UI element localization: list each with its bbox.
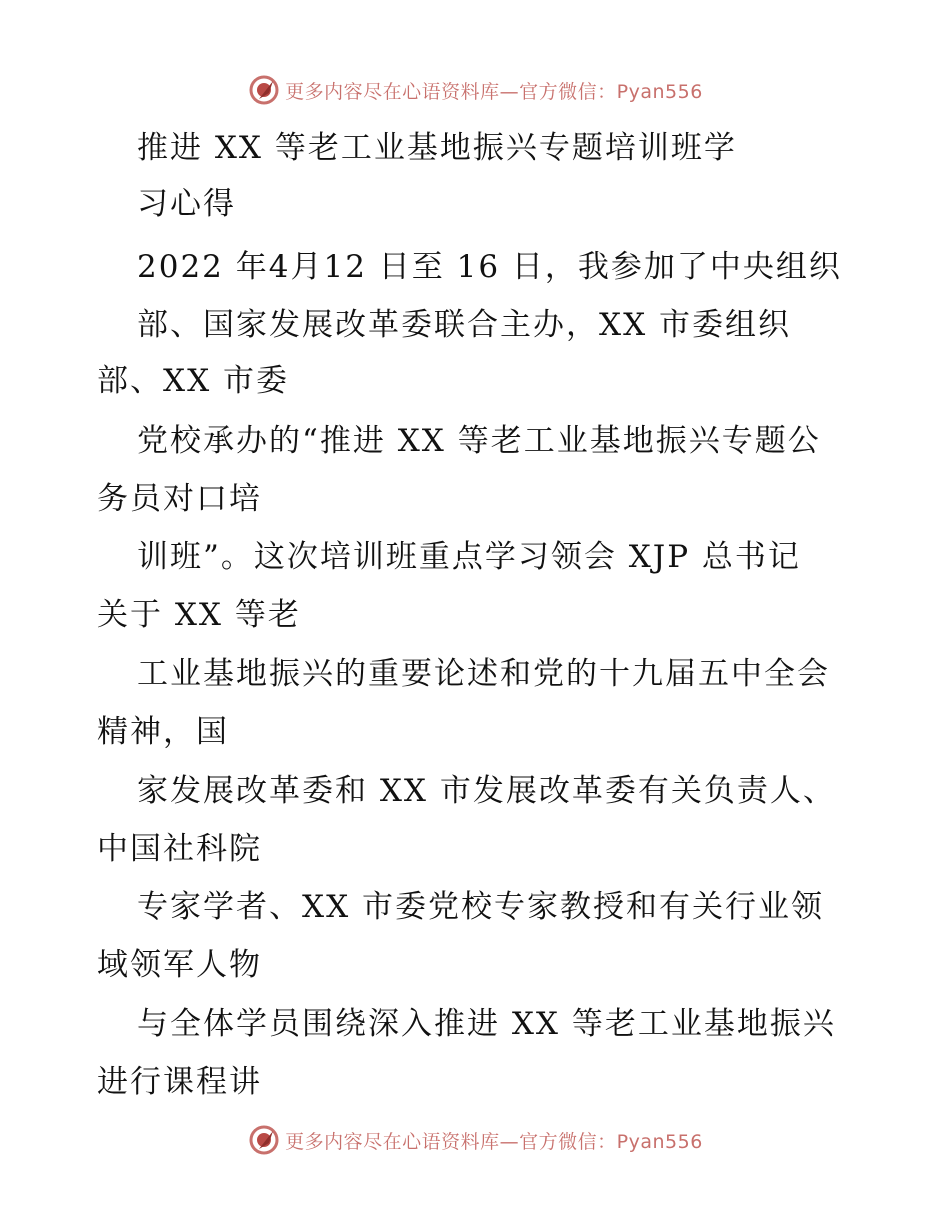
text-line: 进行课程讲 [97, 1064, 262, 1100]
text-line: 2022 年4月12 日至 16 日，我参加了中央组织 [137, 249, 842, 285]
text-line: 域领军人物 [97, 947, 262, 983]
footer-watermark-banner [0, 1120, 950, 1160]
text-line: 习心得 [137, 186, 236, 222]
banner-text: 更多内容尽在心语资料库—官方微信：Pyan556 [285, 1130, 703, 1153]
text-line: 家发展改革委和 XX 市发展改革委有关负责人、 [137, 773, 836, 809]
text-line: 与全体学员围绕深入推进 XX 等老工业基地振兴 [137, 1006, 836, 1042]
text-line: 部、国家发展改革委联合主办，XX 市委组织 [137, 307, 791, 343]
quill-logo-icon [247, 1123, 281, 1157]
text-line: 党校承办的“推进 XX 等老工业基地振兴专题公 [137, 423, 821, 459]
text-line: 中国社科院 [97, 831, 262, 867]
banner-text: 更多内容尽在心语资料库—官方微信：Pyan556 [285, 80, 703, 103]
text-line: 训班”。这次培训班重点学习领会 XJP 总书记 [137, 539, 801, 575]
header-watermark-banner [0, 70, 950, 110]
quill-logo-icon [247, 73, 281, 107]
text-line: 务员对口培 [97, 481, 262, 517]
text-line: 工业基地振兴的重要论述和党的十九届五中全会 [137, 656, 830, 692]
text-line: 部、XX 市委 [97, 363, 289, 399]
text-line: 专家学者、XX 市委党校专家教授和有关行业领 [137, 889, 824, 925]
text-line: 精神，国 [97, 714, 229, 750]
text-line: 关于 XX 等老 [97, 597, 301, 633]
text-line: 推进 XX 等老工业基地振兴专题培训班学 [137, 130, 737, 166]
